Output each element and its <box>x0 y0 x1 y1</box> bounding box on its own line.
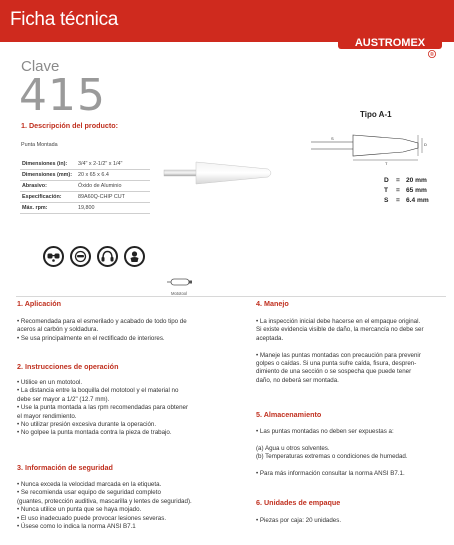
mototool-label: Mototool <box>171 291 188 296</box>
text-line: • No golpee la punta montada contra la pieza de trabajo. <box>17 429 172 437</box>
text-line: • La inspección inicial debe hacerse en el empaque original. <box>256 318 421 325</box>
spec-label: Abrasivo: <box>22 183 47 189</box>
section-manejo-title: 4. Manejo <box>256 299 289 308</box>
section-aplicacion-title: 1. Aplicación <box>17 299 62 308</box>
dim-value: 65 mm <box>406 187 427 194</box>
text-line: • Se recomienda usar equipo de seguridad completo <box>17 489 161 497</box>
diagram-title: Tipo A-1 <box>360 110 392 119</box>
section-manejo-body <box>256 318 452 385</box>
section-almacenamiento-body <box>256 428 452 478</box>
spec-value: 19,800 <box>78 205 95 211</box>
spec-row-rpm <box>20 203 150 214</box>
spec-value: Óxido de Aluminio <box>78 183 122 189</box>
dim-key: T <box>384 187 389 194</box>
text-line: golpes o caídas. Si una punta sufre caída, fisura, despren- <box>256 360 417 368</box>
diagram-label-d: D <box>424 142 427 147</box>
dim-row-t <box>384 186 429 196</box>
text-line: • Nunca exceda la velocidad marcada en la etiqueta. <box>17 481 162 488</box>
text-line: dimiento de una sección o se sospecha que puede tener <box>256 368 412 376</box>
text-line: • No utilizar presión excesiva durante la operación. <box>17 421 157 429</box>
face-shield-icon <box>70 246 91 267</box>
text-line: daño, no deberá ser montada. <box>256 376 339 384</box>
logo-registered-mark: ® <box>430 52 434 58</box>
text-line: • Maneje las puntas montadas con precaución para prevenir <box>256 351 421 359</box>
dim-eq: = <box>396 187 400 194</box>
section-divider <box>16 296 446 297</box>
spec-value: 89A60Q-CHIP CUT <box>78 194 125 200</box>
text-line: • Utilice en un mototool. <box>17 379 83 386</box>
text-line: aceptada. <box>256 334 284 342</box>
section-seguridad-title: 3. Información de seguridad <box>17 463 113 472</box>
dim-value: 20 mm <box>406 177 427 184</box>
ear-protection-icon <box>97 246 118 267</box>
dim-value: 6.4 mm <box>406 197 429 204</box>
spec-row-dim-mm <box>20 170 150 181</box>
text-line: (guantes, protección auditiva, mascarilla y lentes de seguridad). <box>17 497 192 505</box>
product-name: Punta Montada <box>21 142 58 148</box>
spec-label: Dimensiones (in): <box>22 161 68 167</box>
text-line: • Use la punta montada a las rpm recomendadas para obtener <box>17 404 189 412</box>
text-line: • Piezas por caja: 20 unidades. <box>256 517 342 524</box>
text-line <box>256 343 452 351</box>
section-instrucciones-title: 2. Instrucciones de operación <box>17 362 119 371</box>
text-line: aceros al carbón y soldadura. <box>17 326 99 334</box>
dim-row-d <box>384 176 429 186</box>
spec-value: 3/4" x 2-1/2" x 1/4" <box>78 161 123 167</box>
clave-number: 415 <box>19 70 106 121</box>
section-seguridad-body <box>17 481 229 531</box>
spec-label: Máx. rpm: <box>22 205 48 211</box>
clave-label: Clave <box>21 58 60 75</box>
text-line: (b) Temperaturas extremas o condiciones de humedad. <box>256 453 408 461</box>
text-line: Si existe evidencia visible de daño, la mercancía no debe ser <box>256 326 424 334</box>
section-almacenamiento-title: 5. Almacenamiento <box>256 410 322 419</box>
dimension-list <box>384 176 429 206</box>
text-line <box>256 436 452 444</box>
austromex-logo <box>336 27 444 59</box>
text-line: • Para más información consultar la norma ANSI B7.1. <box>256 470 405 477</box>
goggles-icon <box>43 246 64 267</box>
tipo-a1-diagram <box>303 122 448 167</box>
spec-row-especificacion <box>20 192 150 203</box>
diagram-label-t: T <box>385 161 388 166</box>
section-aplicacion-body <box>17 318 229 343</box>
mounted-point-image <box>160 150 292 196</box>
page-title: Ficha técnica <box>10 9 119 30</box>
spec-value: 20 x 65 x 6.4 <box>78 172 109 178</box>
text-line: • La distancia entre la boquilla del mototool y el material no <box>17 387 179 395</box>
dim-row-s <box>384 196 429 206</box>
text-line: debe ser mayor a 1/2" (12.7 mm). <box>17 395 110 403</box>
dim-key: D <box>384 177 389 184</box>
text-line: • El uso inadecuado puede provocar lesiones severas. <box>17 514 167 522</box>
text-line <box>256 462 452 470</box>
text-line: • Nunca utilice un punta que se haya mojado. <box>17 506 142 514</box>
section-empaque-body <box>256 517 452 525</box>
text-line: • Úsese como lo indica la norma ANSI B7.1 <box>17 523 136 531</box>
section-instrucciones-body <box>17 379 229 438</box>
safety-icons <box>43 246 145 268</box>
description-title: 1. Descripción del producto: <box>21 121 119 130</box>
text-line: (a) Agua u otros solventes. <box>256 444 330 452</box>
text-line: • Las puntas montadas no deben ser expuestas a: <box>256 428 394 435</box>
spec-row-dim-in <box>20 159 150 170</box>
text-line: el mayor rendimiento. <box>17 412 77 420</box>
diagram-label-s: S <box>331 136 334 141</box>
dim-eq: = <box>396 197 400 204</box>
dim-eq: = <box>396 177 400 184</box>
spec-row-abrasivo <box>20 181 150 192</box>
text-line: • Se usa principalmente en el rectificado de interiores. <box>17 334 165 342</box>
dim-key: S <box>384 197 389 204</box>
mototool-icon <box>165 274 195 290</box>
spec-label: Especificación: <box>22 194 62 200</box>
mask-icon <box>124 246 145 267</box>
spec-label: Dimensiones (mm): <box>22 172 73 178</box>
logo-text: AUSTROMEX <box>354 37 426 49</box>
text-line: • Recomendada para el esmerilado y acabado de todo tipo de <box>17 318 187 325</box>
section-empaque-title: 6. Unidades de empaque <box>256 498 341 507</box>
